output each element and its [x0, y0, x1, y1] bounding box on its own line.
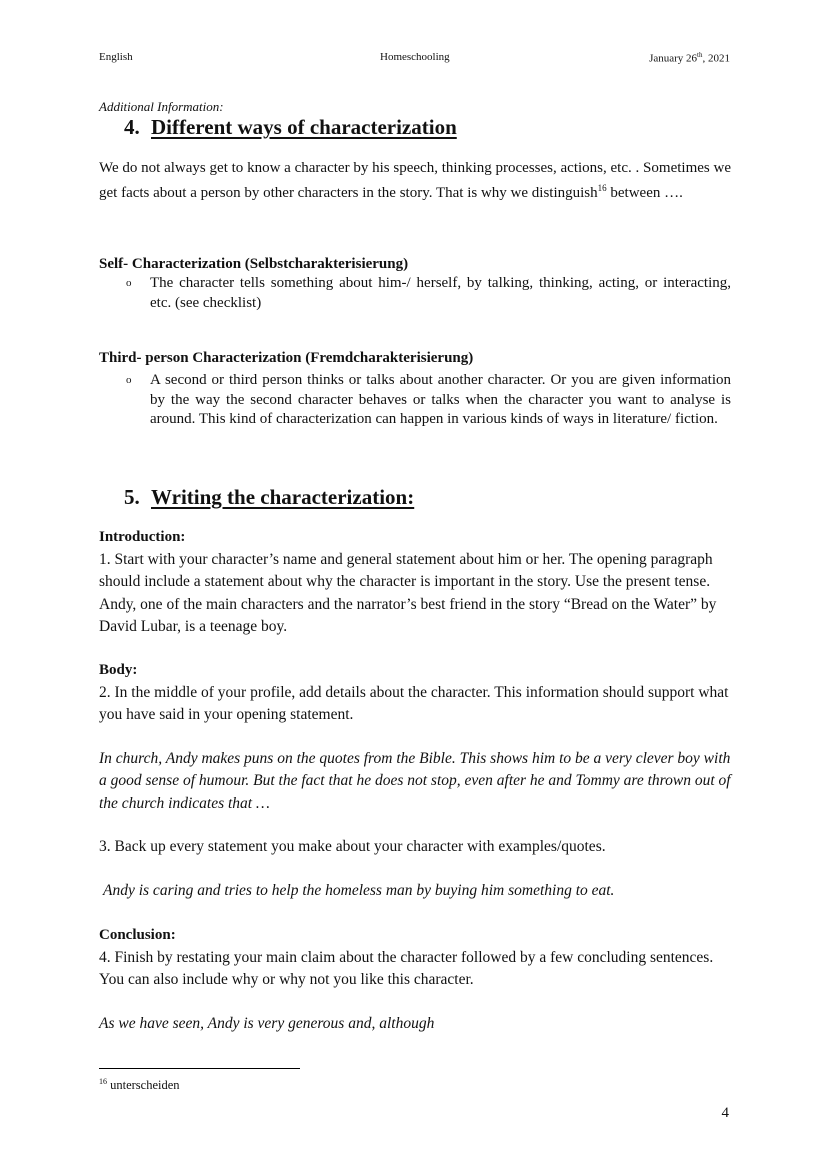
header-date: [649, 51, 730, 65]
section-4-intro-text-a: We do not always get to know a character by his speech, thinking processes, actions, etc. . Sometimes we get facts about a person by other characters in the story. That is why we distinguish: [99, 160, 731, 201]
introduction-heading: Introduction:: [99, 529, 186, 545]
body-example: In church, Andy makes puns on the quotes from the Bible. This shows him to be a very clever boy with a good sense of humour. But the fact that he does not stop, even after he and Tommy are thrown out of the church indicates that …: [99, 750, 731, 812]
self-characterization-heading: Self- Characterization (Selbstcharakterisierung): [99, 256, 409, 272]
conclusion-heading: Conclusion:: [99, 927, 176, 943]
third-person-characterization-heading: Third- person Characterization (Fremdcharakterisierung): [99, 350, 474, 366]
additional-info-label: Additional Information:: [99, 99, 224, 114]
section-5-number: 5.: [124, 485, 140, 509]
section-4-intro: [99, 159, 731, 203]
self-characterization-text: The character tells something about him-/ herself, by talking, thinking, acting, or interacting, etc. (see checklist): [150, 275, 731, 311]
header-date-suffix: th: [697, 51, 703, 59]
bullet-icon: o: [126, 374, 132, 386]
section-4-title: Different ways of characterization: [151, 115, 457, 139]
body-heading: Body:: [99, 662, 138, 678]
header-subject: English: [99, 51, 133, 63]
section-5-title: Writing the characterization:: [151, 485, 415, 509]
header-title: Homeschooling: [380, 51, 450, 63]
header-date-main: January 26: [649, 52, 698, 65]
conclusion-example: As we have seen, Andy is very generous and, although: [99, 1015, 435, 1032]
backup-text: 3. Back up every statement you make about your character with examples/quotes.: [99, 838, 606, 855]
page-number: 4: [721, 1105, 729, 1121]
third-person-characterization-text: A second or third person thinks or talks about another character. Or you are given information by the way the second character behaves or talks when the character you want to analyse is around. This kind of characterization can happen in various kinds of ways in literature/ fiction.: [150, 372, 731, 427]
footnote-ref-16: 16: [597, 182, 607, 193]
footnote-number: 16: [99, 1077, 107, 1086]
backup-example: Andy is caring and tries to help the homeless man by buying him something to eat.: [103, 882, 615, 899]
section-4-number: 4.: [124, 115, 140, 139]
header-date-year: , 2021: [702, 52, 730, 65]
footnote-text: unterscheiden: [107, 1078, 180, 1093]
footnote-separator: [99, 1068, 300, 1069]
section-4-heading: [124, 115, 457, 140]
conclusion-text: 4. Finish by restating your main claim about the character followed by a few concluding sentences. You can also include why or why not you like this character.: [99, 949, 714, 989]
body-text: 2. In the middle of your profile, add details about the character. This information should support what you have said in your opening statement.: [99, 684, 729, 724]
section-5-heading: [124, 485, 414, 510]
introduction-text: 1. Start with your character’s name and general statement about him or her. The opening paragraph should include a statement about why the character is important in the story. Use the present tense. Andy, one of the main characters and the narrator’s best friend in the story “Bread on the Water” by David Lubar, is a teenage boy.: [99, 551, 717, 635]
section-4-intro-text-b: between ….: [606, 184, 683, 201]
bullet-icon: o: [126, 277, 132, 289]
footnote: [99, 1077, 180, 1093]
